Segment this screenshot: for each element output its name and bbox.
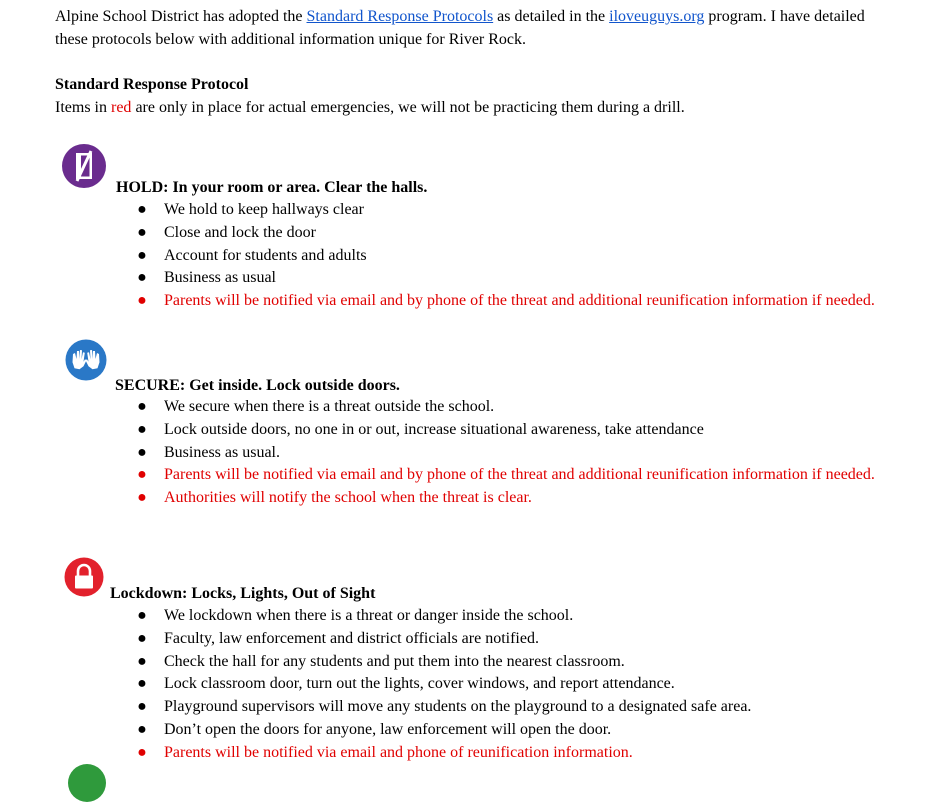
hold-door-icon (61, 143, 107, 189)
secure-list (136, 396, 876, 510)
list-item-text: Parents will be notified via email and by phone of the threat and additional reunification information if needed. (164, 466, 875, 484)
bullet: ● (137, 466, 147, 484)
bullet: ● (137, 489, 147, 506)
list-item (136, 651, 876, 674)
list-item (136, 442, 876, 465)
list-item-text: Faculty, law enforcement and district officials are notified. (164, 629, 539, 647)
list-item-text: We lockdown when there is a threat or danger inside the school. (164, 607, 574, 624)
note-red-word: red (111, 99, 132, 116)
list-item (136, 742, 876, 765)
list-item-text: Don’t open the doors for anyone, law enforcement will open the door. (164, 720, 612, 738)
list-item-text: Lock classroom door, turn out the lights, cover windows, and report attendance. (164, 675, 675, 693)
bullet: ● (137, 420, 147, 438)
list-item-text: Playground supervisors will move any students on the playground to a designated safe area. (164, 698, 752, 715)
lockdown-list (136, 605, 876, 764)
list-item (136, 696, 876, 719)
list-item (136, 419, 876, 442)
bullet: ● (137, 292, 147, 309)
bullet: ● (137, 246, 147, 264)
secure-hands-icon (65, 339, 107, 381)
list-item-text: Business as usual (164, 269, 276, 287)
srp-heading: Standard Response Protocol (55, 76, 249, 93)
list-item-text: Close and lock the door (164, 223, 316, 241)
bullet: ● (137, 720, 147, 738)
lockdown-title: Lockdown: Locks, Lights, Out of Sight (110, 585, 376, 602)
list-item-text: Business as usual. (164, 443, 280, 461)
list-item-text: Parents will be notified via email and by phone of the threat and additional reunification information if needed. (164, 292, 875, 309)
bullet: ● (137, 629, 147, 647)
list-item (136, 290, 876, 313)
list-item (136, 673, 876, 696)
list-item (136, 605, 876, 628)
list-item (136, 396, 876, 419)
bullet: ● (137, 652, 147, 670)
list-item (136, 245, 876, 268)
intro-text-mid: as detailed in the (493, 8, 610, 25)
bullet: ● (137, 698, 147, 715)
intro-text-end: program. I have detailed these protocols below with additional information unique for River Rock. (55, 8, 865, 48)
list-item-text: We hold to keep hallways clear (164, 201, 364, 218)
bullet: ● (137, 675, 147, 693)
bullet: ● (137, 743, 147, 761)
list-item-text: Parents will be notified via email and phone of reunification information. (164, 743, 633, 761)
list-item-text: Account for students and adults (164, 246, 367, 264)
hold-title: HOLD: In your room or area. Clear the halls. (116, 179, 428, 196)
bullet: ● (137, 269, 147, 287)
list-item (136, 464, 876, 487)
note-text: Items in (55, 99, 111, 116)
drill-note (55, 96, 685, 119)
lockdown-padlock-icon (64, 557, 104, 597)
iloveuguys-link[interactable]: iloveuguys.org (609, 8, 705, 25)
bullet: ● (137, 607, 147, 624)
bullet: ● (137, 398, 147, 415)
secure-title: SECURE: Get inside. Lock outside doors. (115, 377, 400, 394)
bullet: ● (137, 443, 147, 461)
bullet: ● (137, 201, 147, 218)
list-item (136, 222, 876, 245)
hold-list (136, 199, 876, 313)
list-item-text: Lock outside doors, no one in or out, increase situational awareness, take attendance (164, 420, 704, 438)
standard-response-protocols-link[interactable]: Standard Response Protocols (306, 8, 494, 25)
intro-text: Alpine School District has adopted the (55, 8, 307, 25)
list-item (136, 487, 876, 510)
intro-paragraph (55, 5, 875, 51)
list-item (136, 719, 876, 742)
list-item (136, 199, 876, 222)
list-item-text: Authorities will notify the school when the threat is clear. (164, 489, 532, 506)
note-text-end: are only in place for actual emergencies, we will not be practicing them during a drill. (131, 99, 685, 116)
list-item (136, 267, 876, 290)
list-item-text: Check the hall for any students and put them into the nearest classroom. (164, 652, 625, 670)
list-item (136, 628, 876, 651)
bullet: ● (137, 223, 147, 241)
list-item-text: We secure when there is a threat outside the school. (164, 398, 495, 415)
